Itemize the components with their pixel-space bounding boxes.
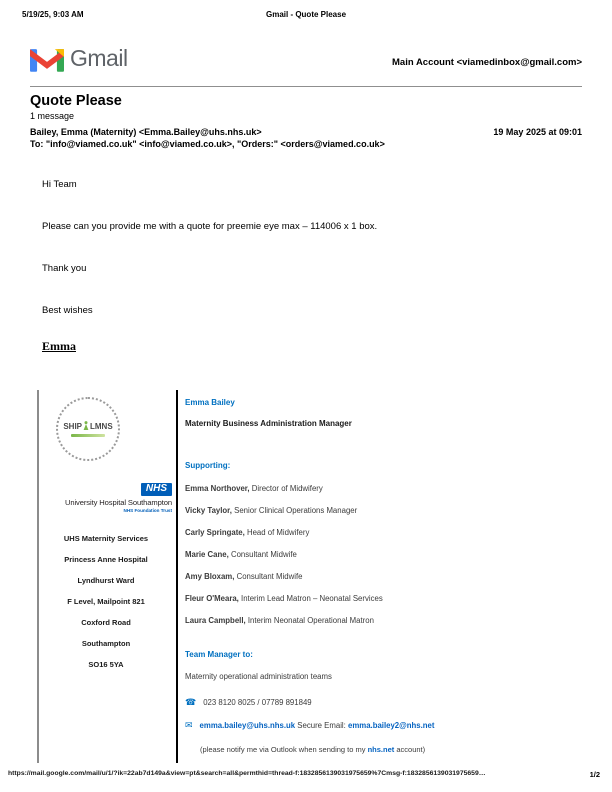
supporting-label: Supporting:	[185, 461, 231, 470]
person-icon	[83, 421, 89, 432]
address-line: Lyndhurst Ward	[77, 576, 135, 585]
body-greeting: Hi Team	[42, 179, 77, 190]
secure-email-link[interactable]: emma.bailey2@nhs.net	[348, 721, 435, 730]
body-request: Please can you provide me with a quote for preemie eye max – 114006 x 1 box.	[42, 221, 378, 232]
person-role: Consultant Midwife	[234, 572, 303, 581]
body-thanks: Thank you	[42, 263, 87, 274]
signature-name: Emma Bailey	[185, 398, 235, 407]
email-row	[185, 721, 434, 730]
phone-row	[185, 698, 312, 707]
email-subject: Quote Please	[30, 93, 122, 109]
envelope-icon: ✉	[185, 720, 193, 730]
body-signoff: Emma	[42, 339, 76, 353]
person-name: Laura Campbell,	[185, 616, 246, 625]
quote-indent-bar	[37, 390, 39, 763]
person-role: Consultant Midwife	[228, 550, 297, 559]
person-role: Head of Midwifery	[244, 528, 310, 537]
person-role: Interim Neonatal Operational Matron	[245, 616, 374, 625]
ship-lmns-logo	[56, 397, 120, 461]
to-addresses: To: "info@viamed.co.uk" <info@viamed.co.uk>, "Orders:" <orders@viamed.co.uk>	[30, 139, 385, 149]
print-datetime: 5/19/25, 9:03 AM	[22, 10, 84, 19]
address-line: UHS Maternity Services	[63, 534, 149, 543]
address-line: Princess Anne Hospital	[64, 555, 148, 564]
phone-icon: ☎	[185, 697, 197, 707]
ship-lmns-left-text: SHIP	[63, 422, 82, 431]
ship-lmns-tagline-bar	[71, 434, 105, 437]
person-name: Amy Bloxam,	[185, 572, 235, 581]
nhs-net-link[interactable]: nhs.net	[367, 745, 395, 754]
address-line: SO16 5YA	[88, 660, 124, 669]
from-address: Bailey, Emma (Maternity) <Emma.Bailey@uhs.nhs.uk>	[30, 127, 262, 137]
message-count: 1 message	[30, 111, 75, 121]
nhs-logo-icon: NHS	[141, 483, 172, 496]
note-text-post: account)	[394, 745, 426, 754]
nhs-trust-name: NHS Foundation Trust	[123, 508, 172, 513]
person-name: Fleur O'Meara,	[185, 594, 239, 603]
signature-column-divider	[176, 390, 178, 763]
phone-numbers: 023 8120 8025 / 07789 891849	[203, 698, 312, 707]
signature-job-title: Maternity Business Administration Manager	[185, 419, 352, 428]
outlook-note	[200, 745, 425, 754]
supporting-person	[185, 572, 302, 581]
work-email-link[interactable]: emma.bailey@uhs.nhs.uk	[199, 721, 296, 730]
gmail-wordmark: Gmail	[70, 45, 128, 71]
supporting-person	[185, 616, 374, 625]
person-name: Vicky Taylor,	[185, 506, 232, 515]
person-role: Director of Midwifery	[249, 484, 323, 493]
print-page-number: 1/2	[589, 770, 600, 779]
address-line: Southampton	[81, 639, 131, 648]
team-manager-label: Team Manager to:	[185, 650, 253, 659]
person-role: Interim Lead Matron – Neonatal Services	[238, 594, 383, 603]
supporting-person	[185, 594, 383, 603]
secure-email-label: Secure Email:	[295, 721, 348, 730]
person-role: Senior Clinical Operations Manager	[231, 506, 358, 515]
supporting-person	[185, 506, 357, 515]
gmail-logo-icon	[30, 46, 64, 77]
person-name: Carly Springate,	[185, 528, 245, 537]
supporting-person	[185, 550, 297, 559]
nhs-org-name: University Hospital Southampton	[64, 498, 172, 507]
address-line: Coxford Road	[81, 618, 131, 627]
person-name: Marie Cane,	[185, 550, 229, 559]
supporting-person	[185, 484, 323, 493]
nhs-logo-block	[40, 478, 172, 513]
body-closing: Best wishes	[42, 305, 93, 316]
supporting-person	[185, 528, 309, 537]
print-doc-title: Gmail - Quote Please	[265, 10, 347, 19]
note-text-pre: (please notify me via Outlook when sending to my	[200, 745, 368, 754]
header-divider	[30, 86, 582, 87]
account-email: Main Account <viamedinbox@gmail.com>	[392, 57, 582, 68]
ship-lmns-right-text: LMNS	[90, 422, 113, 431]
team-manager-value: Maternity operational administration teams	[185, 672, 332, 681]
message-date: 19 May 2025 at 09:01	[493, 127, 582, 137]
address-line: F Level, Mailpoint 821	[67, 597, 145, 606]
print-footer-url: https://mail.google.com/mail/u/1/?ik=22ab7d149a&view=pt&search=all&permthid=thread-f:1832856139031975659%7Cmsg-f:1832856139031975659…	[8, 770, 486, 777]
person-name: Emma Northover,	[185, 484, 250, 493]
